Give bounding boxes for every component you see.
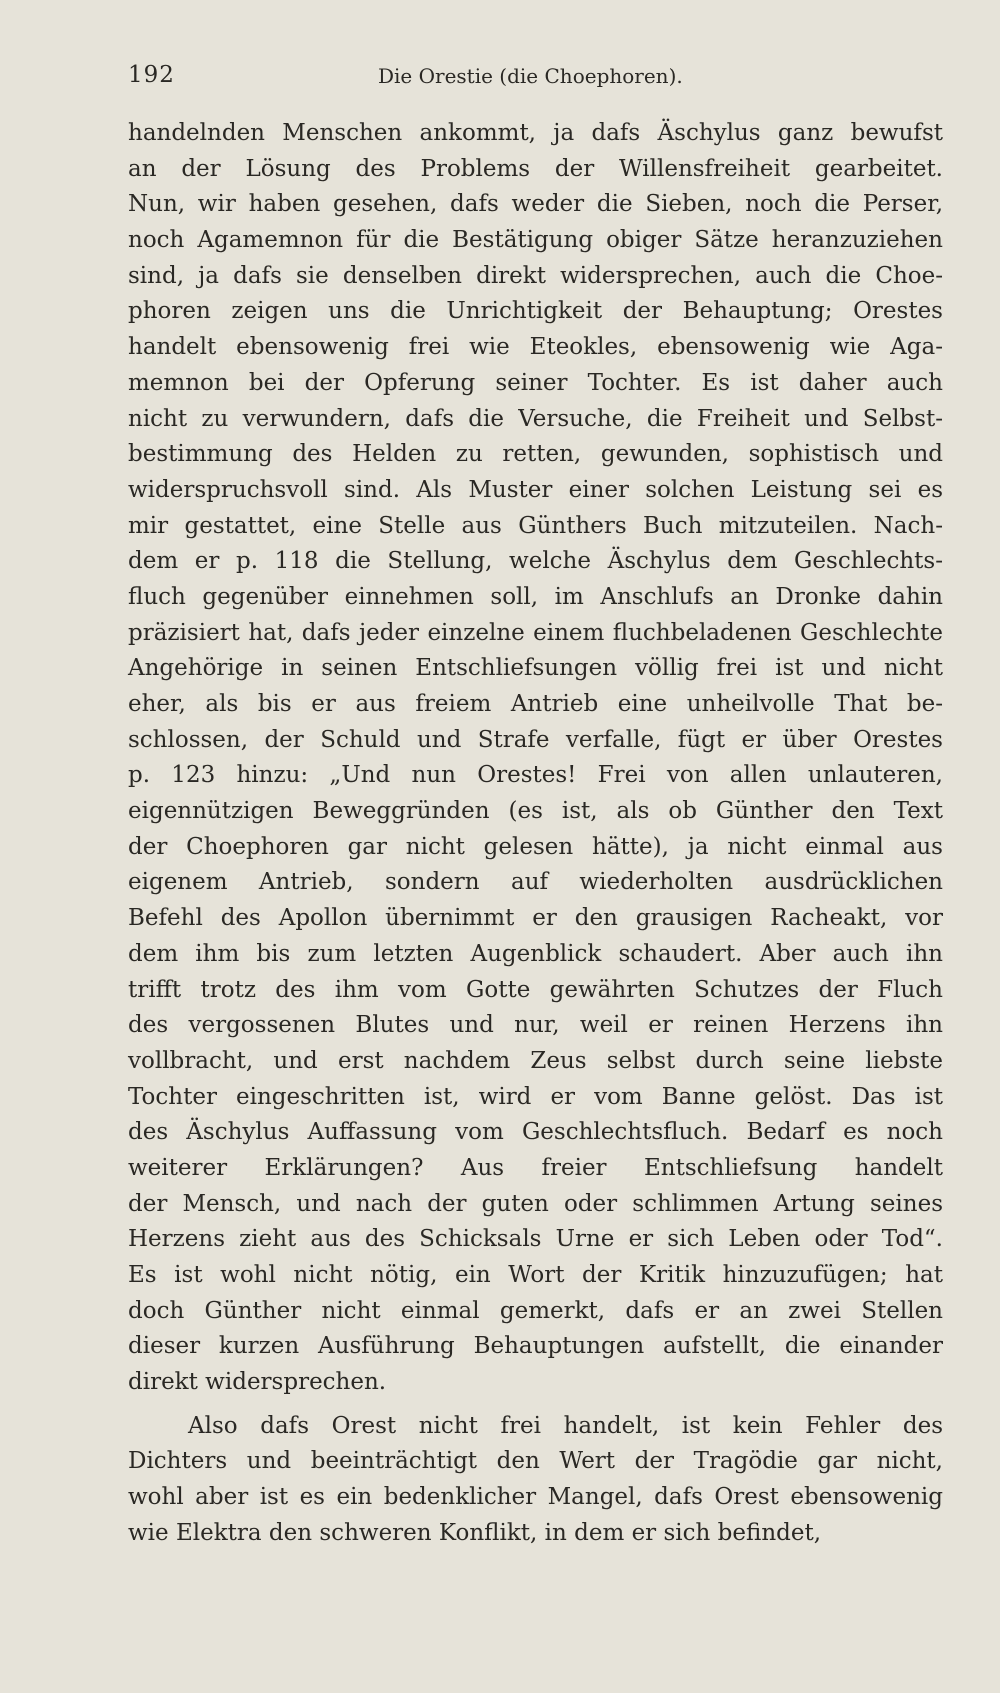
text-line: fluch gegenüber einnehmen soll, im Anschlufs an Dronke dahin bbox=[128, 583, 943, 610]
text-line: noch Agamemnon für die Bestätigung obiger Sätze heranzuziehen bbox=[128, 227, 943, 254]
paragraph-2 bbox=[128, 1409, 943, 1552]
text-line: Dichters und beeinträchtigt den Wert der Tragödie gar nicht, bbox=[128, 1448, 943, 1475]
text-line: an der Lösung des Problems der Willensfreiheit gearbeitet. bbox=[128, 155, 943, 182]
text-line: p. 123 hinzu: „Und nun Orestes! Frei von allen unlauteren, bbox=[128, 762, 943, 789]
text-line: mir gestattet, eine Stelle aus Günthers Buch mitzuteilen. Nach- bbox=[128, 512, 943, 539]
running-head: Die Orestie (die Choephoren). bbox=[378, 64, 683, 88]
text-line: der Mensch, und nach der guten oder schlimmen Artung seines bbox=[128, 1190, 943, 1217]
text-line: nicht zu verwundern, dafs die Versuche, die Freiheit und Selbst- bbox=[128, 405, 943, 432]
text-line: Es ist wohl nicht nötig, ein Wort der Kritik hinzuzufügen; hat bbox=[128, 1262, 943, 1288]
text-line: trifft trotz des ihm vom Gotte gewährten Schutzes der Fluch bbox=[128, 976, 943, 1003]
text-line: vollbracht, und erst nachdem Zeus selbst durch seine liebste bbox=[128, 1047, 943, 1074]
text-line: präzisiert hat, dafs jeder einzelne einem fluchbeladenen Geschlechte bbox=[128, 619, 943, 646]
text-line: Befehl des Apollon übernimmt er den grausigen Racheakt, vor bbox=[128, 905, 943, 932]
text-line: schlossen, der Schuld und Strafe verfalle, fügt er über Orestes bbox=[128, 726, 943, 753]
page-number: 192 bbox=[128, 62, 175, 88]
text-line: handelt ebensowenig frei wie Eteokles, ebensowenig wie Aga- bbox=[128, 334, 943, 361]
body-text bbox=[128, 116, 943, 1552]
text-line: wie Elektra den schweren Konflikt, in dem er sich befindet, bbox=[128, 1519, 822, 1546]
text-line: wohl aber ist es ein bedenklicher Mangel, dafs Orest ebensowenig bbox=[128, 1484, 943, 1511]
text-line: widerspruchsvoll sind. Als Muster einer solchen Leistung sei es bbox=[128, 476, 943, 503]
text-line: Also dafs Orest nicht frei handelt, ist kein Fehler des bbox=[188, 1412, 943, 1439]
text-line: handelnden Menschen ankommt, ja dafs Äschylus ganz bewufst bbox=[128, 120, 943, 146]
text-line: eigennützigen Beweggründen (es ist, als ob Günther den Text bbox=[128, 798, 943, 825]
text-line: dem er p. 118 die Stellung, welche Äschylus dem Geschlechts- bbox=[128, 548, 943, 575]
text-line: Nun, wir haben gesehen, dafs weder die Sieben, noch die Perser, bbox=[128, 191, 943, 218]
text-line: sind, ja dafs sie denselben direkt widersprechen, auch die Choe- bbox=[128, 262, 943, 289]
text-line: weiterer Erklärungen? Aus freier Entschliefsung handelt bbox=[128, 1154, 943, 1181]
text-line: dem ihm bis zum letzten Augenblick schaudert. Aber auch ihn bbox=[128, 940, 943, 967]
text-line: des vergossenen Blutes und nur, weil er reinen Herzens ihn bbox=[128, 1012, 943, 1039]
text-line: dieser kurzen Ausführung Behauptungen aufstellt, die einander bbox=[128, 1333, 943, 1360]
text-line: der Choephoren gar nicht gelesen hätte), ja nicht einmal aus bbox=[128, 833, 943, 860]
text-line: phoren zeigen uns die Unrichtigkeit der Behauptung; Orestes bbox=[128, 298, 943, 325]
text-line: Herzens zieht aus des Schicksals Urne er sich Leben oder Tod“. bbox=[128, 1226, 943, 1253]
text-line: eigenem Antrieb, sondern auf wiederholten ausdrücklichen bbox=[128, 869, 943, 896]
text-line: direkt widersprechen. bbox=[128, 1369, 387, 1396]
text-line: eher, als bis er aus freiem Antrieb eine unheilvolle That be- bbox=[128, 691, 943, 717]
text-line: Angehörige in seinen Entschliefsungen völlig frei ist und nicht bbox=[128, 655, 943, 682]
text-line: bestimmung des Helden zu retten, gewunden, sophistisch und bbox=[128, 441, 943, 468]
text-line: memnon bei der Opferung seiner Tochter. Es ist daher auch bbox=[128, 369, 943, 396]
text-line: Tochter eingeschritten ist, wird er vom Banne gelöst. Das ist bbox=[128, 1083, 943, 1110]
paragraph-1 bbox=[128, 116, 943, 1401]
text-line: doch Günther nicht einmal gemerkt, dafs er an zwei Stellen bbox=[128, 1297, 943, 1324]
page-header bbox=[128, 62, 943, 96]
text-line: des Äschylus Auffassung vom Geschlechtsfluch. Bedarf es noch bbox=[128, 1119, 943, 1146]
